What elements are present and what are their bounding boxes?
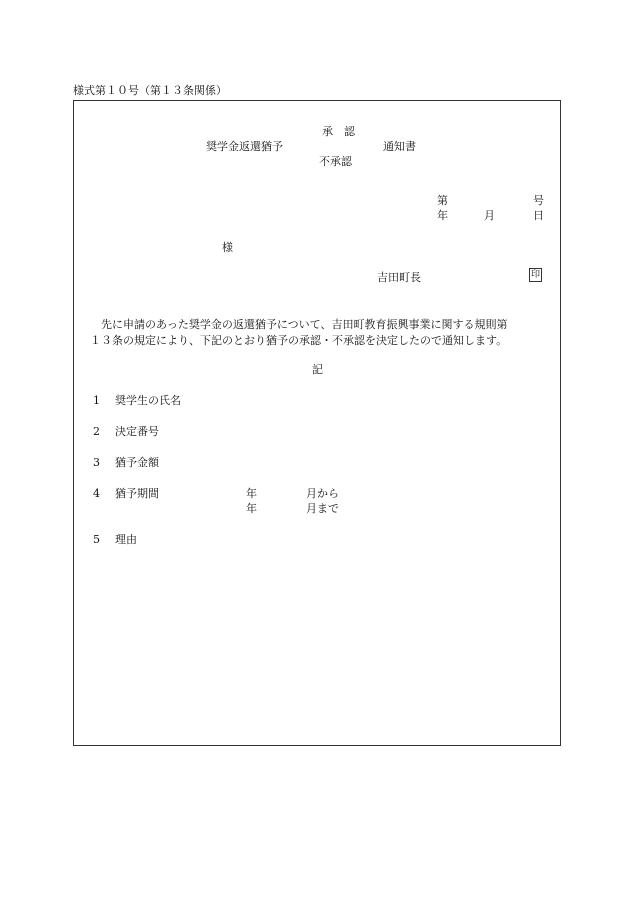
title-approve: 承 認 [322,125,355,138]
date-day: 日 [533,209,544,222]
number-dai: 第 [437,194,448,207]
body-line-2: １３条の規定により、下記のとおり猶予の承認・不承認を決定したので通知します。 [90,334,508,347]
item-5-number: 5 [93,533,100,546]
form-number-label: 様式第１０号（第１３条関係） [73,84,227,97]
item-3-label: 猶予金額 [115,456,159,469]
date-month: 月 [484,209,495,222]
title-notice: 通知書 [383,140,416,153]
period-until: 月まで [306,502,339,515]
issuer-name: 吉田町長 [377,271,421,284]
number-go: 号 [533,194,544,207]
date-year: 年 [437,209,448,222]
form-frame [73,100,561,746]
period-year-2: 年 [246,502,257,515]
ki-heading: 記 [312,363,323,376]
addressee-suffix: 様 [222,241,233,254]
period-from: 月から [306,487,339,500]
title-subject: 奨学金返還猶予 [206,140,283,153]
item-3-number: 3 [93,456,100,469]
item-2-label: 決定番号 [115,425,159,438]
item-5-label: 理由 [115,533,137,546]
item-4-number: 4 [93,487,100,500]
period-year-1: 年 [246,487,257,500]
title-disapprove: 不承認 [319,155,352,168]
item-1-number: 1 [93,394,100,407]
seal-mark: 印 [530,270,540,280]
body-line-1: 先に申請のあった奨学金の返還猶予について、吉田町教育振興事業に関する規則第 [101,318,508,331]
item-2-number: 2 [93,425,100,438]
item-1-label: 奨学生の氏名 [115,394,181,407]
item-4-label: 猶予期間 [115,487,159,500]
